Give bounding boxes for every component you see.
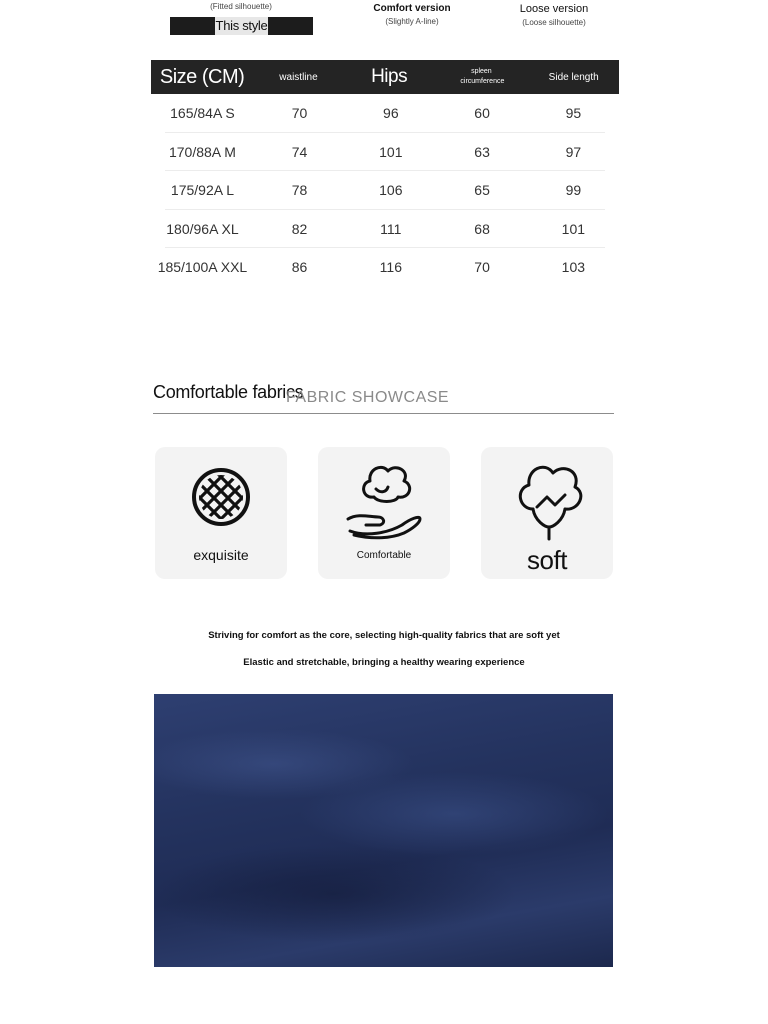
cell-spleen: 63 xyxy=(474,143,490,160)
cell-size: 185/100A XXL xyxy=(157,259,248,276)
cell-side-length: 99 xyxy=(565,182,582,199)
header-side-length: Side length xyxy=(548,71,599,83)
feature-card-soft xyxy=(481,447,613,579)
cell-hips: 116 xyxy=(379,259,402,276)
table-row xyxy=(151,133,619,172)
cell-hips: 101 xyxy=(379,143,403,160)
comfort-version-subtitle: (Slightly A-line) xyxy=(385,17,439,26)
fabric-description-line-2: Elastic and stretchable, bringing a healthy wearing experience xyxy=(243,657,525,668)
cell-waistline: 78 xyxy=(291,182,308,199)
cell-hips: 106 xyxy=(379,182,403,199)
cell-waistline: 86 xyxy=(291,259,308,276)
cell-spleen: 68 xyxy=(474,220,490,237)
fitted-version-subtitle: (Fitted silhouette) xyxy=(210,2,272,11)
cell-spleen: 70 xyxy=(474,259,490,276)
fitted-version-option[interactable] xyxy=(170,17,313,35)
cell-hips: 96 xyxy=(383,105,399,122)
table-row xyxy=(151,248,619,287)
table-row xyxy=(151,171,619,210)
loose-version-title: Loose version xyxy=(519,3,589,15)
cell-side-length: 97 xyxy=(565,143,582,160)
feature-card-exquisite xyxy=(155,447,287,579)
cell-waistline: 82 xyxy=(291,220,308,237)
table-header-row xyxy=(151,60,619,94)
feature-label-soft: soft xyxy=(527,545,567,575)
feature-card-comfortable xyxy=(318,447,450,579)
cell-side-length: 101 xyxy=(561,220,586,237)
table-row xyxy=(151,94,619,133)
comfort-version-option[interactable] xyxy=(362,3,462,26)
fitted-version-label: This style xyxy=(215,18,268,33)
cell-waistline: 74 xyxy=(291,143,308,160)
feature-label-exquisite: exquisite xyxy=(193,547,249,563)
fabric-description-line-1: Striving for comfort as the core, selecting high-quality fabrics that are soft yet xyxy=(208,630,560,641)
cell-spleen: 65 xyxy=(474,182,490,199)
header-waistline: waistline xyxy=(279,71,318,83)
size-chart-table xyxy=(151,60,619,287)
cell-side-length: 95 xyxy=(565,105,582,122)
cell-spleen: 60 xyxy=(474,105,490,122)
cell-waistline: 70 xyxy=(291,105,308,122)
fabric-swatch-photo xyxy=(154,694,613,967)
fabric-section-subtitle: FABRIC SHOWCASE xyxy=(286,389,450,406)
cell-size: 170/88A M xyxy=(168,143,236,160)
table-row xyxy=(151,210,619,249)
cell-size: 175/92A L xyxy=(170,182,234,199)
loose-version-option[interactable] xyxy=(504,3,604,27)
fabric-section-title: Comfortable fabrics xyxy=(153,382,304,402)
cell-hips: 111 xyxy=(380,220,402,237)
cell-side-length: 103 xyxy=(561,259,586,276)
comfort-version-title: Comfort version xyxy=(373,3,451,14)
feature-label-comfortable: Comfortable xyxy=(356,550,412,561)
header-size: Size (CM) xyxy=(159,65,245,88)
loose-version-subtitle: (Loose silhouette) xyxy=(522,18,586,27)
header-spleen-circumference: spleen circumference xyxy=(460,68,505,85)
section-divider xyxy=(153,413,614,414)
header-hips: Hips xyxy=(371,66,408,87)
cell-size: 165/84A S xyxy=(170,105,235,122)
cell-size: 180/96A XL xyxy=(166,220,239,237)
